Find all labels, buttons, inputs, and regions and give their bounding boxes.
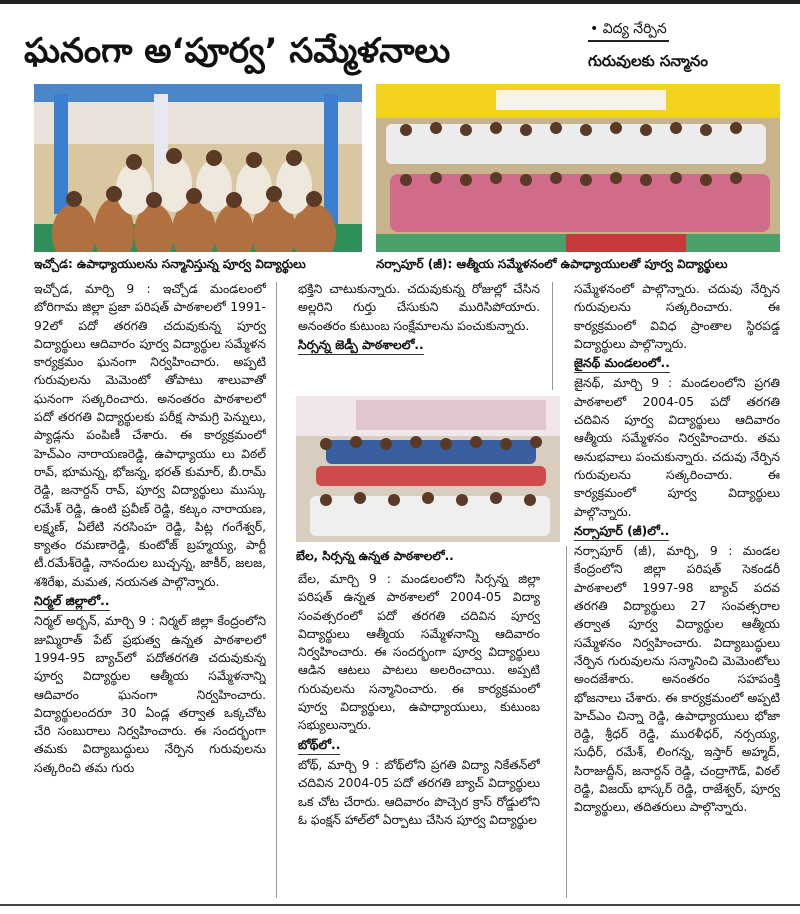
col3-subhead-1: జైనథ్ మండలంలో.. (574, 354, 670, 373)
column-2-bottom (298, 570, 540, 902)
col1-paragraph-2: నిర్మల్ అర్బన్, మార్చి 9 : నిర్మల్ జిల్లా కేంద్రంలోని జుమ్మిరాత్ పేట్ ప్రభుత్వ ఉన్నత పాఠశాలలో 1994-95 బ్యాచ్‌లో పదోతరగతి చదువుకున్న పూర్వ విద్యార్థుల ఆత్మీయ సమ్మేళనాన్ని ఆదివారం ఘనంగా నిర్వహించారు. విద్యార్థులందరూ 30 ఏండ్ల తర్వాత ఒక్కచోట చేరి సంబురాలు నిర్వహించారు. ఈ సందర్భంగా తమకు విద్యాబుద్ధులు నేర్పిన గురువులను సత్కరించి తమ గురు (34, 614, 266, 775)
bottom-rule (0, 904, 800, 906)
col2-subhead-1: సిర్సన్న జెడ్పీ పాఠశాలలో.. (298, 336, 424, 355)
photo-bela (296, 396, 560, 542)
col3-paragraph-3: నర్సాపూర్ (జీ), మార్చి, 9 : మండల కేంద్రంలోని జిల్లా పరిషత్ సెకండరీ పాఠశాలలో 1997-98 బ్యాచ్ పదవ తరగతి విద్యార్థులు 27 సంవత్సరాల తర్వాత పూర్వ విద్యార్థుల ఆత్మీయ సమ్మేళనం నిర్వహించారు. విద్యాబుద్ధులు నేర్పిన గురువులను సన్మానించి మెమెంటోలు అందజేశారు. అనంతరం సహపంక్తి భోజనాలు చేశారు. ఈ కార్యక్రమంలో అప్పటి హెచ్‌ఎం చిన్నా రెడ్డి, ఉపాధ్యాయులు భోజా రెడ్డి, శ్రీధర్ రెడ్డి, మురళీధర్, నర్సయ్య, సుధీర్, రమేశ్, లింగన్న, ఇస్తార్ అహ్మద్, సిరాజుద్దీన్, జనార్దన్ రెడ్డి, చంద్రాగౌడ్, విఠల్ రెడ్డి, విజయ్ భాస్కర్ రెడ్డి, రాజేశ్వర్, పూర్వ విద్యార్థులు, తదితరులు పాల్గొన్నారు. (574, 544, 780, 815)
column-divider-2 (552, 282, 553, 390)
kicker (588, 18, 788, 82)
col2-paragraph-3: బోథ్, మార్చి 9 : బోథ్‌లోని ప్రగతి విద్యా నికేతన్‌లో చదివిన 2004-05 పదో తరగతి బ్యాచ్ విద్యార్థులు ఒక చోట చేరారు. ఆదివారం పొచ్చెర క్రాస్ రోడ్డులోని ఓ ఫంక్షన్ హాల్‌లో ఏర్పాటు చేసిన పూర్వ విద్యార్థుల (298, 757, 540, 827)
caption-photo-1: ఇచ్చోడ: ఉపాధ్యాయులను సన్మానిస్తున్న పూర్వ విద్యార్థులు (34, 257, 306, 271)
column-3 (574, 280, 780, 902)
col2-subhead-2: బోథ్‌లో.. (298, 736, 340, 755)
col1-subhead-1: నిర్మల్ జిల్లాలో.. (34, 592, 110, 611)
column-2-top (298, 280, 540, 388)
caption-photo-3: బేల, సిర్సన్న ఉన్నత పాఠశాలలో.. (296, 549, 454, 563)
col2-paragraph-1: భక్తిని చాటుకున్నారు. చదువుకున్న రోజుల్లో చేసిన అల్లరిని గుర్తు చేసుకుని మురిసిపోయారు. అనంతరం కుటుంబ సంక్షేమాలను పంచుకున్నారు. (298, 282, 540, 333)
top-rule (0, 0, 800, 4)
column-1 (34, 280, 266, 902)
kicker-line-2: గురువులకు సన్మానం (588, 52, 708, 70)
col1-paragraph-1: ఇచ్చోడ, మార్చి 9 : ఇచ్చోడ మండలంలో బోరిగామ జిల్లా ప్రజా పరిషత్ పాఠశాలలో 1991-92లో పదో తరగతి చదువుకున్న పూర్వ విద్యార్థులు ఆదివారం పూర్వ విద్యార్థుల సమ్మేళన కార్యక్రమం ఘనంగా నిర్వహించారు. అప్పటి గురువులను మెమెంటో తోపాటు శాలువాతో ఘనంగా సత్కరించారు. అనంతరం పాఠశాలలో పదో తరగతి విద్యార్థులకు పరీక్ష సామగ్రి పెన్నులు, ప్యాడ్లను పంపిణీ చేశారు. ఈ కార్యక్రమంలో హెచ్‌ఎం నారాయణరెడ్డి, ఉపాధ్యాయు లు విఠల్ రావ్, భూమన్న, భోజన్న, భరత్ కుమార్, బీ.రామ్ రెడ్డి, జనార్దన్ రావ్, పూర్వ విద్యార్థులు ముస్కు రమేశ్ రెడ్డి, ఉంటి ప్రవీణ్ రెడ్డి, కట్కం నారాయణ, లక్ష్మణ్, ఏలేటి నరసింహ రెడ్డి, పిట్ల గంగేశ్వర్, క్యాతం రమణారెడ్డి, కుంటోజ్ బ్రహ్మయ్య, పార్టీ టీ.రమేశ్‌రెడ్డి, నానందుల బుచ్చన్న, జాకీర్, జలజ, శశిరేఖ, మమత, నయనత పాల్గొన్నారు. (34, 282, 266, 589)
col2-paragraph-2: బేల, మార్చి 9 : మండలంలోని సిర్సన్న జిల్లా పరిషత్ ఉన్నత పాఠశాలలో 2004-05 విద్యా సంవత్సరంలో పదో తరగతి చదివిన పూర్వ విద్యార్థులు ఆత్మీయ సమ్మేళనాన్ని ఆదివారం నిర్వహించారు. ఈ సందర్భంగా పూర్వ విద్యార్థులు ఆడిన ఆటలు పాటలు అలరించాయి. అప్పటి గురువులను సన్మానించారు. ఈ కార్యక్రమంలో పూర్వ విద్యార్థులు, ఉపాధ్యాయులు, కుటుంబ సభ్యులున్నారు. (298, 572, 540, 733)
kicker-line-1: • విద్య నేర్పిన (588, 18, 669, 42)
column-divider-3 (566, 546, 567, 898)
column-divider-1 (276, 282, 277, 898)
col3-paragraph-1: సమ్మేళనంలో పాల్గొన్నారు. చదువు నేర్పిన గురువులను సత్కరించారు. ఈ కార్యక్రమంలో వివిధ ప్రాంతాల స్థిరపడ్డ విద్యార్థులు పాల్గొన్నారు. (574, 282, 780, 351)
col3-paragraph-2: జైనథ్, మార్చి 9 : మండలంలోని ప్రగతి పాఠశాలలో 2004-05 పదో తరగతి చదివిన పూర్వ విద్యార్థులు ఆదివారం ఆత్మీయ సమ్మేళనం నిర్వహించారు. తమ అనుభవాలు పంచుకున్నారు. చదువు నేర్పిన గురువులను సత్కరించారు. ఈ కార్యక్రమంలో పూర్వ విద్యార్థులు పాల్గొన్నారు. (574, 376, 780, 519)
caption-photo-2: నర్సాపూర్ (జీ): ఆత్మీయ సమ్మేళనంలో ఉపాధ్యాయులతో పూర్వ విద్యార్థులు (376, 257, 728, 271)
photo-ichoda (34, 84, 362, 252)
col3-subhead-2: నర్సాపూర్ (జీ)లో.. (574, 522, 669, 541)
photo-narsapur (376, 84, 780, 252)
headline: ఘనంగా అ‘పూర్వ’ సమ్మేళనాలు (24, 31, 451, 71)
